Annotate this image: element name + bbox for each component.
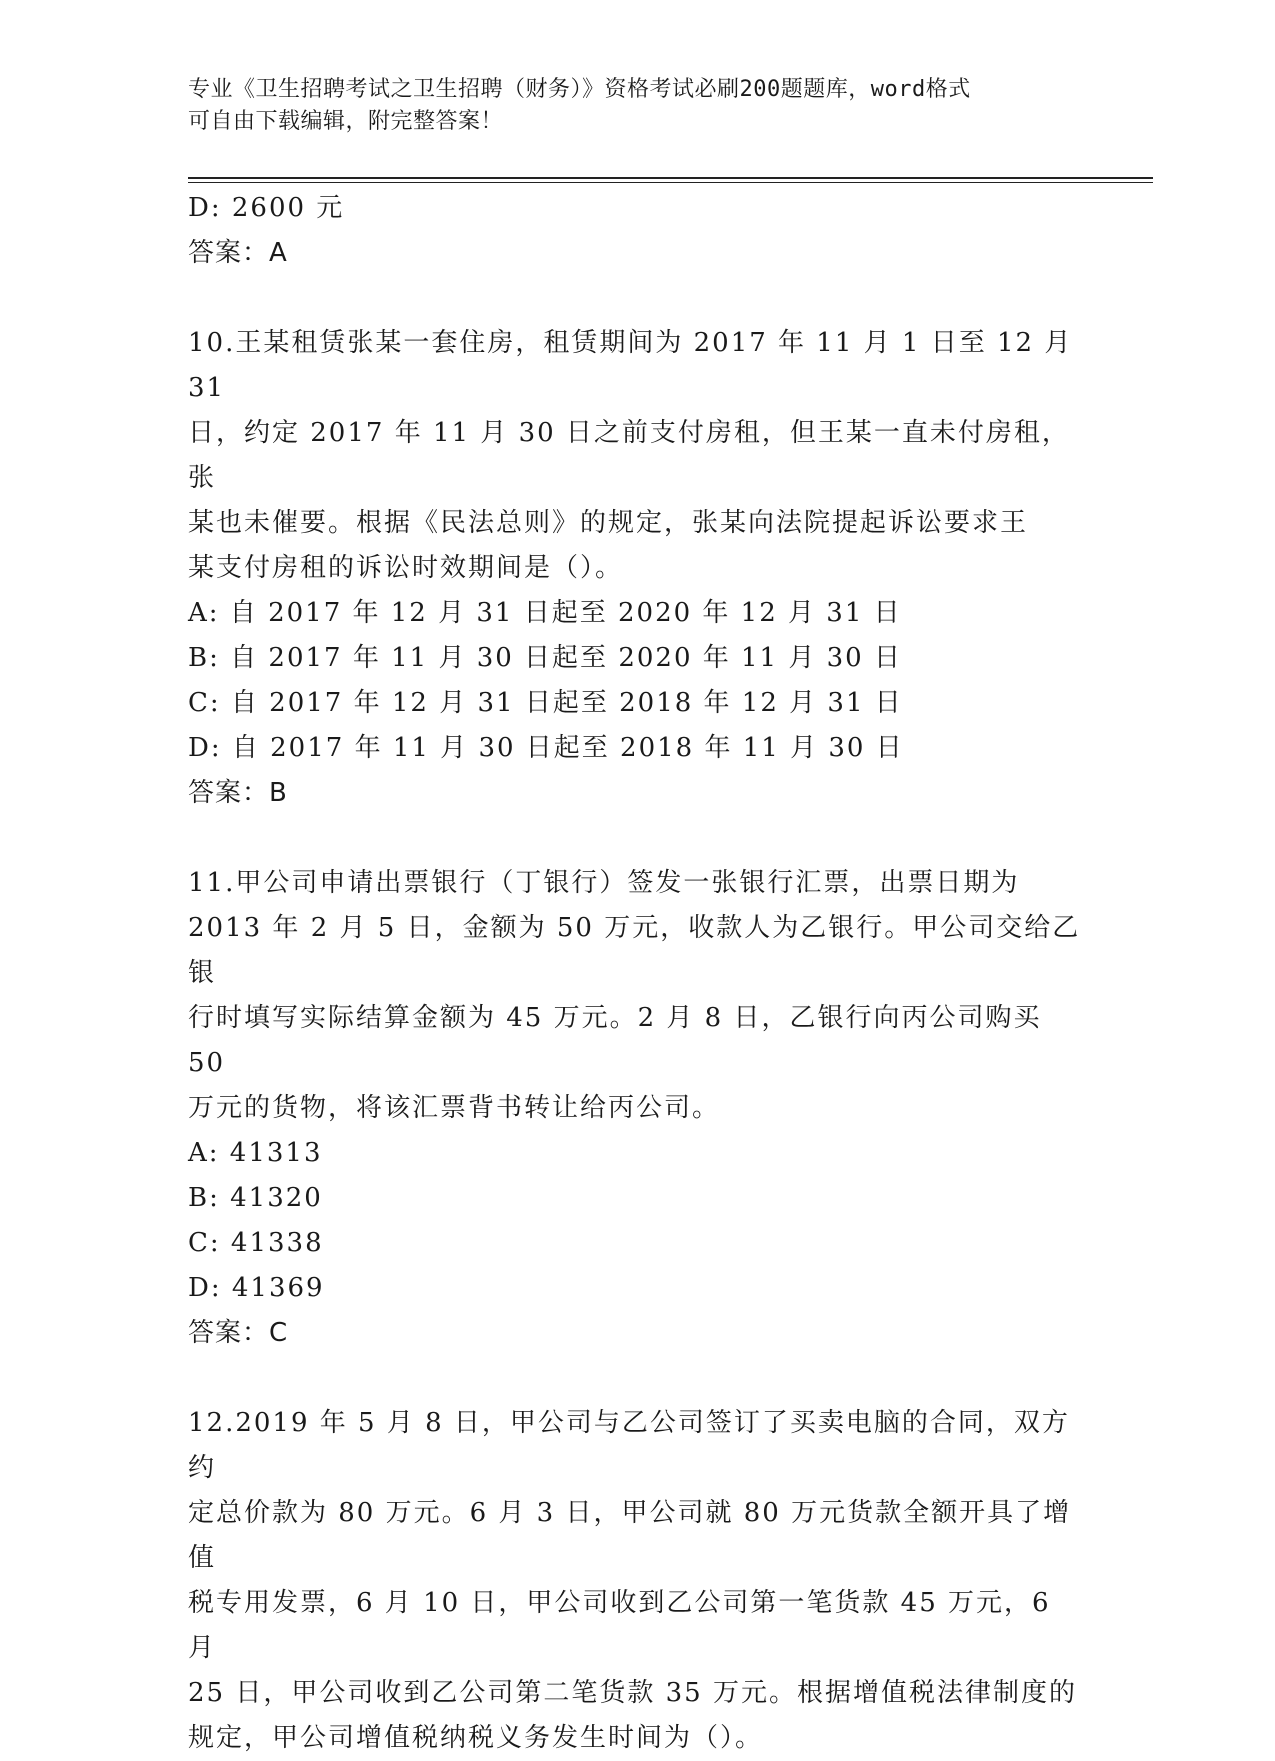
spacer — [188, 276, 1088, 321]
answer: 答案：B — [188, 778, 288, 808]
answer: 答案：C — [188, 1318, 289, 1348]
option-a: A: 41313 — [188, 1138, 323, 1168]
header-line-1: 专业《卫生招聘考试之卫生招聘（财务）》资格考试必刷200题题库，word格式 — [188, 77, 971, 102]
question-text-line: 行时填写实际结算金额为 45 万元。2 月 8 日，乙银行向丙公司购买 50 — [188, 1003, 1042, 1078]
question-text-line: 税专用发票，6 月 10 日，甲公司收到乙公司第一笔货款 45 万元，6 月 — [188, 1588, 1051, 1663]
header-divider-thick — [188, 177, 1153, 179]
option-a: A: 自 2017 年 12 月 31 日起至 2020 年 12 月 31 日 — [188, 598, 902, 628]
header-line-2: 可自由下载编辑，附完整答案！ — [188, 109, 504, 134]
question-text-line: 某支付房租的诉讼时效期间是（）。 — [188, 553, 624, 583]
option-d: D: 自 2017 年 11 月 30 日起至 2018 年 11 月 30 日 — [188, 733, 904, 763]
question-text-line: 11.甲公司申请出票银行（丁银行）签发一张银行汇票，出票日期为 — [188, 868, 1020, 898]
question-text-line: 10.王某租赁张某一套住房，租赁期间为 2017 年 11 月 1 日至 12 月 31 — [188, 328, 1073, 403]
option-c: C: 41338 — [188, 1228, 324, 1258]
header-divider-thin — [188, 182, 1153, 183]
question-text-line: 日，约定 2017 年 11 月 30 日之前支付房租，但王某一直未付房租，张 — [188, 418, 1070, 493]
option-b: B: 自 2017 年 11 月 30 日起至 2020 年 11 月 30 日 — [188, 643, 902, 673]
question-12 — [188, 1401, 1088, 1761]
spacer — [188, 1356, 1088, 1401]
option-b: B: 41320 — [188, 1183, 323, 1213]
document-body — [188, 186, 1088, 1761]
question-text-line: 25 日，甲公司收到乙公司第二笔货款 35 万元。根据增值税法律制度的 — [188, 1678, 1077, 1708]
spacer — [188, 816, 1088, 861]
option-d: D: 41369 — [188, 1273, 325, 1303]
prev-answer: 答案：A — [188, 238, 288, 268]
question-text-line: 万元的货物，将该汇票背书转让给丙公司。 — [188, 1093, 721, 1123]
question-text-line: 规定，甲公司增值税纳税义务发生时间为（）。 — [188, 1723, 764, 1753]
question-text-line: 2013 年 2 月 5 日，金额为 50 万元，收款人为乙银行。甲公司交给乙银 — [188, 913, 1081, 988]
question-11 — [188, 861, 1088, 1356]
question-10 — [188, 321, 1088, 816]
page-header — [188, 74, 1068, 138]
option-c: C: 自 2017 年 12 月 31 日起至 2018 年 12 月 31 日 — [188, 688, 903, 718]
prev-option-d: D: 2600 元 — [188, 193, 345, 223]
question-text-line: 定总价款为 80 万元。6 月 3 日，甲公司就 80 万元货款全额开具了增值 — [188, 1498, 1072, 1573]
question-text-line: 12.2019 年 5 月 8 日，甲公司与乙公司签订了买卖电脑的合同，双方约 — [188, 1408, 1070, 1483]
question-text-line: 某也未催要。根据《民法总则》的规定，张某向法院提起诉讼要求王 — [188, 508, 1029, 538]
